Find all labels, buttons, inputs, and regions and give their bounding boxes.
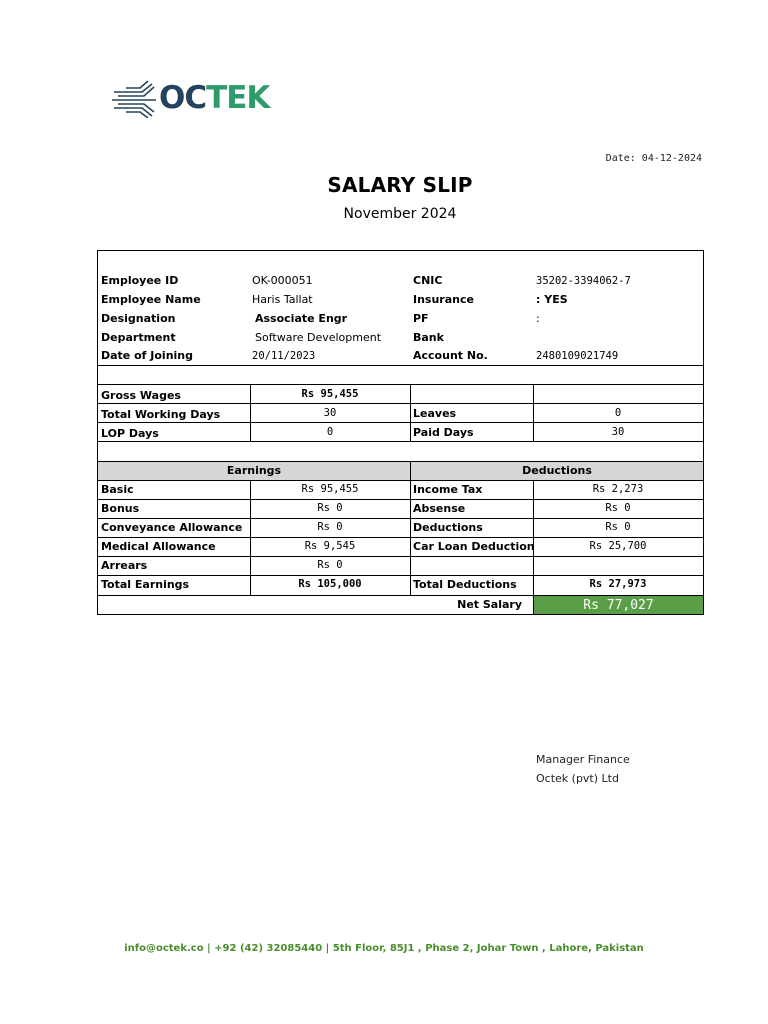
leaves-value: 0 <box>614 407 622 419</box>
earning-label: Basic <box>101 483 134 496</box>
employee-name-value: Haris Tallat <box>252 293 313 306</box>
employee-id-label: Employee ID <box>101 274 179 287</box>
earning-value: Rs 0 <box>317 521 343 533</box>
divider <box>98 422 703 423</box>
total-deductions-value: Rs 27,973 <box>589 578 647 590</box>
logo-wordmark <box>159 78 269 118</box>
pay-period: November 2024 <box>343 206 457 222</box>
bank-label: Bank <box>413 331 444 344</box>
gross-wages-label: Gross Wages <box>101 389 181 402</box>
divider <box>98 518 703 519</box>
total-earnings-label: Total Earnings <box>101 578 190 591</box>
divider <box>98 537 703 538</box>
deduction-label: Car Loan Deduction <box>413 540 535 553</box>
total-working-days-value: 30 <box>323 407 337 419</box>
department-label: Department <box>101 331 176 344</box>
insurance-value: : YES <box>536 293 568 306</box>
insurance-label: Insurance <box>413 293 474 306</box>
total-earnings-value: Rs 105,000 <box>298 578 362 590</box>
divider <box>98 575 703 576</box>
lop-days-value: 0 <box>326 426 334 438</box>
pf-value: : <box>536 312 540 325</box>
earning-value: Rs 0 <box>317 502 343 514</box>
page-title: SALARY SLIP <box>327 173 473 197</box>
doj-value: 20/11/2023 <box>252 350 316 362</box>
paid-days-label: Paid Days <box>413 426 474 439</box>
footer-contact: info@octek.co | +92 (42) 32085440 | 5th Floor, 85J1 , Phase 2, Johar Town , Lahore, Pakistan <box>124 943 644 954</box>
earning-label: Conveyance Allowance <box>101 521 243 534</box>
gross-wages-value: Rs 95,455 <box>301 388 359 400</box>
total-working-days-label: Total Working Days <box>101 408 221 421</box>
deduction-value: Rs 2,273 <box>592 483 644 495</box>
earning-value: Rs 0 <box>317 559 343 571</box>
earning-label: Medical Allowance <box>101 540 216 553</box>
cnic-label: CNIC <box>413 274 443 287</box>
earnings-header: Earnings <box>98 462 410 480</box>
lop-days-label: LOP Days <box>101 427 159 440</box>
leaves-label: Leaves <box>413 407 457 420</box>
earning-label: Bonus <box>101 502 140 515</box>
net-salary-label: Net Salary <box>457 598 522 611</box>
divider <box>410 384 411 441</box>
slip-date: Date: 04-12-2024 <box>605 153 702 164</box>
earning-value: Rs 95,455 <box>301 483 359 495</box>
divider <box>98 441 703 442</box>
earning-value: Rs 9,545 <box>304 540 356 552</box>
divider <box>98 384 703 385</box>
divider <box>98 499 703 500</box>
deduction-label: Deductions <box>413 521 483 534</box>
logo-text-tek: TEK <box>206 80 270 116</box>
salary-slip-table <box>97 250 704 615</box>
net-salary-value: Rs 77,027 <box>534 596 703 614</box>
cnic-value: 35202-3394062-7 <box>536 275 631 287</box>
logo-text-oc: OC <box>159 80 207 116</box>
deductions-header: Deductions <box>411 462 703 480</box>
employee-id-value: OK-000051 <box>252 274 313 287</box>
department-value: Software Development <box>255 331 382 344</box>
designation-value: Associate Engr <box>255 312 348 325</box>
deduction-value: Rs 25,700 <box>589 540 647 552</box>
divider <box>98 365 703 366</box>
deduction-value: Rs 0 <box>605 502 631 514</box>
account-label: Account No. <box>413 349 488 362</box>
signatory-title: Manager Finance <box>536 753 630 766</box>
total-deductions-label: Total Deductions <box>413 578 517 591</box>
pf-label: PF <box>413 312 429 325</box>
employee-name-label: Employee Name <box>101 293 201 306</box>
earning-label: Arrears <box>101 559 148 572</box>
divider <box>410 461 411 595</box>
divider <box>98 556 703 557</box>
doj-label: Date of Joining <box>101 349 194 362</box>
paid-days-value: 30 <box>611 426 625 438</box>
signatory-company: Octek (pvt) Ltd <box>536 772 619 785</box>
deduction-label: Income Tax <box>413 483 483 496</box>
divider <box>98 480 703 481</box>
divider <box>98 403 703 404</box>
account-value: 2480109021749 <box>536 350 619 362</box>
company-logo <box>112 78 270 118</box>
deduction-label: Absense <box>413 502 466 515</box>
designation-label: Designation <box>101 312 176 325</box>
deduction-value: Rs 0 <box>605 521 631 533</box>
